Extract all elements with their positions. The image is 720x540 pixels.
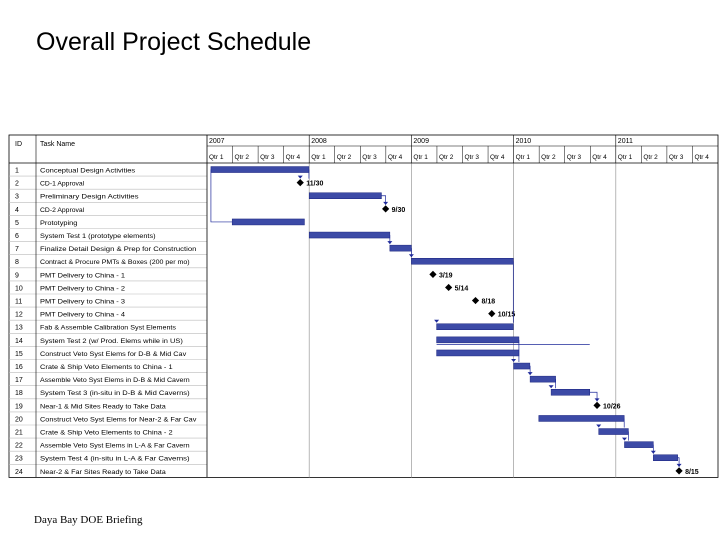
- id-header: ID: [15, 141, 22, 148]
- quarter-label: Qtr 2: [541, 154, 556, 161]
- quarter-label: Qtr 1: [209, 154, 224, 161]
- task-id: 3: [15, 193, 19, 201]
- milestone-date-label: 8/18: [481, 298, 496, 306]
- task-id: 23: [15, 455, 23, 463]
- task-name: Contract & Procure PMTs & Boxes (200 per mo): [40, 259, 190, 267]
- task-id: 14: [15, 337, 23, 345]
- task-id: 16: [15, 364, 23, 371]
- milestone-date-label: 8/15: [685, 468, 699, 476]
- task-name: Near-1 & Mid Sites Ready to Take Data: [40, 403, 167, 411]
- task-bar: [232, 219, 304, 225]
- task-bar: [599, 429, 629, 435]
- task-id: 7: [15, 246, 19, 254]
- slide-title: Overall Project Schedule: [36, 28, 312, 56]
- task-name: Construct Veto Syst Elems for Near-2 & Far Cav: [40, 416, 198, 424]
- task-name: Assemble Veto Syst Elems in D-B & Mid Cavern: [40, 377, 190, 385]
- task-name: Crate & Ship Veto Elements to China - 2: [40, 429, 173, 437]
- quarter-label: Qtr 4: [285, 154, 301, 161]
- footer-text: Daya Bay DOE Briefing: [34, 514, 143, 526]
- task-bar: [437, 324, 514, 330]
- task-id: 11: [15, 298, 23, 306]
- task-id: 18: [15, 390, 23, 398]
- milestone-date-label: 10/26: [603, 403, 621, 411]
- task-name: System Test 4 (in-situ in L-A & Far Caverns): [40, 455, 190, 463]
- quarter-label: Qtr 3: [566, 154, 582, 161]
- task-name: PMT Delivery to China - 1: [40, 272, 126, 280]
- quarter-label: Qtr 4: [387, 154, 403, 161]
- task-bar: [539, 415, 624, 421]
- task-id: 10: [15, 285, 23, 293]
- year-label: 2007: [209, 138, 225, 145]
- task-bar: [624, 442, 653, 448]
- task-name: CD-1 Approval: [40, 180, 85, 188]
- task-id: 1: [15, 167, 19, 175]
- year-label: 2010: [515, 138, 532, 145]
- task-id: 21: [15, 429, 23, 437]
- task-bar: [211, 167, 309, 173]
- task-bar: [390, 245, 412, 251]
- task-id: 24: [15, 468, 23, 476]
- task-name: Conceptual Design Activities: [40, 167, 136, 175]
- task-name: System Test 1 (prototype elements): [40, 233, 156, 240]
- quarter-label: Qtr 4: [490, 154, 505, 161]
- task-id: 15: [15, 350, 23, 358]
- task-id: 20: [15, 416, 23, 424]
- quarter-label: Qtr 1: [617, 154, 633, 161]
- task-name: Preliminary Design Activities: [40, 193, 140, 201]
- table-frame: [9, 135, 718, 477]
- task-name: PMT Delivery to China - 4: [40, 311, 126, 319]
- task-id: 17: [15, 377, 23, 385]
- task-id: 2: [15, 180, 19, 188]
- year-label: 2009: [413, 138, 429, 145]
- quarter-label: Qtr 3: [668, 154, 684, 161]
- task-name: Fab & Assemble Calibration Syst Elements: [40, 324, 177, 332]
- milestone-date-label: 5/14: [454, 285, 469, 293]
- quarter-label: Qtr 1: [311, 154, 326, 161]
- task-bar: [551, 389, 590, 395]
- task-id: 22: [15, 442, 23, 450]
- task-id: 9: [15, 272, 19, 280]
- task-name: PMT Delivery to China - 3: [40, 298, 126, 306]
- task-name: Crate & Ship Veto Elements to China - 1: [40, 364, 173, 371]
- task-id: 5: [15, 219, 19, 227]
- milestone-date-label: 11/30: [306, 180, 324, 188]
- milestone-date-label: 9/30: [391, 206, 406, 214]
- quarter-label: Qtr 3: [464, 154, 479, 161]
- quarter-label: Qtr 3: [260, 154, 275, 161]
- task-bar: [309, 193, 381, 199]
- task-bar: [437, 337, 519, 343]
- year-label: 2008: [311, 138, 327, 145]
- year-label: 2011: [617, 138, 633, 145]
- quarter-label: Qtr 2: [438, 154, 454, 161]
- task-id: 4: [15, 206, 19, 214]
- task-bar: [530, 376, 555, 382]
- task-id: 6: [15, 233, 19, 240]
- task-name: System Test 2 (w/ Prod. Elems while in US): [40, 337, 183, 345]
- quarter-label: Qtr 3: [362, 154, 377, 161]
- task-id: 8: [15, 259, 19, 267]
- quarter-label: Qtr 2: [234, 154, 250, 161]
- quarter-label: Qtr 1: [515, 154, 531, 161]
- task-name: Near-2 & Far Sites Ready to Take Data: [40, 468, 167, 476]
- task-name: Finalize Detail Design & Prep for Construction: [40, 246, 197, 254]
- task-name-header: Task Name: [40, 141, 76, 148]
- task-bar: [437, 350, 519, 356]
- quarter-label: Qtr 2: [336, 154, 352, 161]
- milestone-date-label: 10/15: [497, 311, 516, 319]
- task-id: 12: [15, 311, 23, 319]
- task-bar: [514, 363, 530, 369]
- quarter-label: Qtr 4: [694, 154, 709, 161]
- task-name: PMT Delivery to China - 2: [40, 285, 126, 293]
- quarter-label: Qtr 1: [413, 154, 428, 161]
- task-name: System Test 3 (in-situ in D-B & Mid Caverns): [40, 390, 190, 398]
- task-name: Assemble Veto Syst Elems in L-A & Far Cavern: [40, 442, 190, 450]
- task-id: 13: [15, 324, 23, 332]
- task-bar: [653, 455, 677, 461]
- quarter-label: Qtr 2: [643, 154, 658, 161]
- task-name: Construct Veto Syst Elems for D-B & Mid Cav: [40, 350, 187, 358]
- task-bar: [309, 232, 390, 238]
- task-name: CD-2 Approval: [40, 206, 85, 214]
- task-id: 19: [15, 403, 23, 411]
- quarter-label: Qtr 4: [592, 154, 607, 161]
- task-name: Prototyping: [40, 219, 78, 227]
- task-bar: [411, 258, 513, 264]
- milestone-date-label: 3/19: [438, 272, 453, 280]
